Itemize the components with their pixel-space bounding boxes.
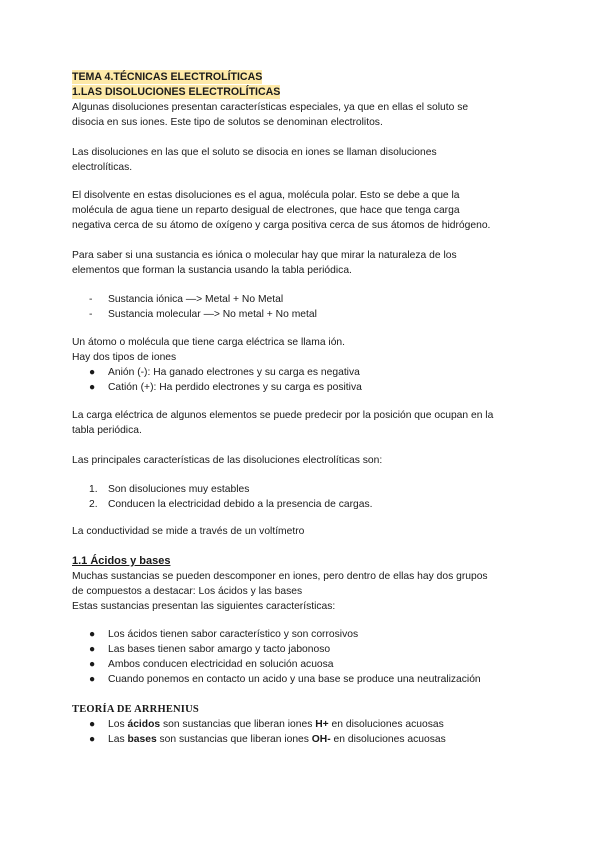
- dash-marker: -: [89, 294, 93, 305]
- arrhenius-heading: TEORÍA DE ARRHENIUS: [72, 704, 199, 715]
- section-acids-bases: [72, 554, 532, 614]
- paragraph-ionic-molecular: [72, 248, 532, 278]
- dash-list: [72, 292, 532, 322]
- text-line: El disolvente en estas disoluciones es el agua, molécula polar. Esto se debe a que la: [72, 190, 460, 201]
- title-block: [72, 70, 532, 100]
- list-item: - Sustancia molecular —> No metal + No metal: [89, 309, 317, 320]
- paragraph-conductivity: [72, 524, 532, 539]
- bullet-icon: ●: [89, 367, 96, 378]
- bullet-icon: ●: [89, 674, 96, 685]
- dash-marker: -: [89, 309, 93, 320]
- text-line: Hay dos tipos de iones: [72, 352, 177, 363]
- text-line: elementos que forman la sustancia usando la tabla periódica.: [72, 265, 352, 276]
- paragraph-intro: [72, 100, 532, 130]
- list-item: ● Cuando ponemos en contacto un acido y una base se produce una neutralización: [89, 674, 481, 685]
- text-line: Las principales características de las disoluciones electrolíticas son:: [72, 455, 383, 466]
- paragraph-electrolytic: [72, 145, 532, 175]
- text-line: electrolíticas.: [72, 162, 133, 173]
- list-item: ● Catión (+): Ha perdido electrones y su carga es positiva: [89, 382, 362, 393]
- text-line: molécula de agua tiene un reparto desigual de electrones, que hace que tenga carga: [72, 205, 460, 216]
- list-item: ● Anión (-): Ha ganado electrones y su carga es negativa: [89, 367, 360, 378]
- list-item: ● Las bases tienen sabor amargo y tacto jabonoso: [89, 644, 331, 655]
- bullet-icon: ●: [89, 644, 96, 655]
- list-item: 1. Son disoluciones muy estables: [89, 484, 250, 495]
- text-line: tabla periódica.: [72, 425, 142, 436]
- numbered-list: [72, 482, 532, 512]
- bullet-icon: ●: [89, 659, 96, 670]
- text-line: Algunas disoluciones presentan características especiales, ya que en ellas el soluto se: [72, 102, 469, 113]
- number-marker: 2.: [89, 499, 98, 510]
- paragraph-charge: [72, 408, 532, 438]
- bullet-icon: ●: [89, 719, 96, 730]
- paragraph-ions: [72, 335, 532, 395]
- text-line: Un átomo o molécula que tiene carga eléctrica se llama ión.: [72, 337, 346, 348]
- section-heading-2: 1.1 Ácidos y bases: [72, 555, 171, 567]
- text-line: Estas sustancias presentan las siguientes características:: [72, 601, 336, 612]
- list-item: ● Ambos conducen electricidad en solución acuosa: [89, 659, 334, 670]
- bullet-icon: ●: [89, 629, 96, 640]
- bullet-icon: ●: [89, 734, 96, 745]
- number-marker: 1.: [89, 484, 98, 495]
- text-line: Para saber si una sustancia es iónica o molecular hay que mirar la naturaleza de los: [72, 250, 457, 261]
- acids-bases-list: [72, 627, 532, 687]
- bullet-icon: ●: [89, 382, 96, 393]
- text-line: negativa cerca de su átomo de oxígeno y carga positiva cerca de sus átomos de hidrógeno.: [72, 220, 491, 231]
- text-line: Muchas sustancias se pueden descomponer en iones, pero dentro de ellas hay dos grupos: [72, 571, 488, 582]
- section-heading-1: 1.LAS DISOLUCIONES ELECTROLÍTICAS: [72, 86, 281, 98]
- list-item: - Sustancia iónica —> Metal + No Metal: [89, 294, 284, 305]
- list-item: ● Los ácidos tienen sabor característico y son corrosivos: [89, 629, 359, 640]
- text-line: de compuestos a destacar: Los ácidos y las bases: [72, 586, 303, 597]
- paragraph-solvent: [72, 188, 532, 233]
- text-line: disocia en sus iones. Este tipo de solutos se denominan electrolitos.: [72, 117, 383, 128]
- text-line: Las disoluciones en las que el soluto se disocia en iones se llaman disoluciones: [72, 147, 437, 158]
- paragraph-characteristics: [72, 453, 532, 468]
- list-item: ● Los ácidos son sustancias que liberan iones H+ en disoluciones acuosas: [89, 719, 444, 730]
- arrhenius-section: [72, 702, 532, 747]
- text-line: La carga eléctrica de algunos elementos se puede predecir por la posición que ocupan en la: [72, 410, 494, 421]
- document-title: TEMA 4.TÉCNICAS ELECTROLÍTICAS: [72, 71, 263, 83]
- list-item: 2. Conducen la electricidad debido a la presencia de cargas.: [89, 499, 373, 510]
- list-item: ● Las bases son sustancias que liberan iones OH- en disoluciones acuosas: [89, 734, 446, 745]
- text-line: La conductividad se mide a través de un voltímetro: [72, 526, 305, 537]
